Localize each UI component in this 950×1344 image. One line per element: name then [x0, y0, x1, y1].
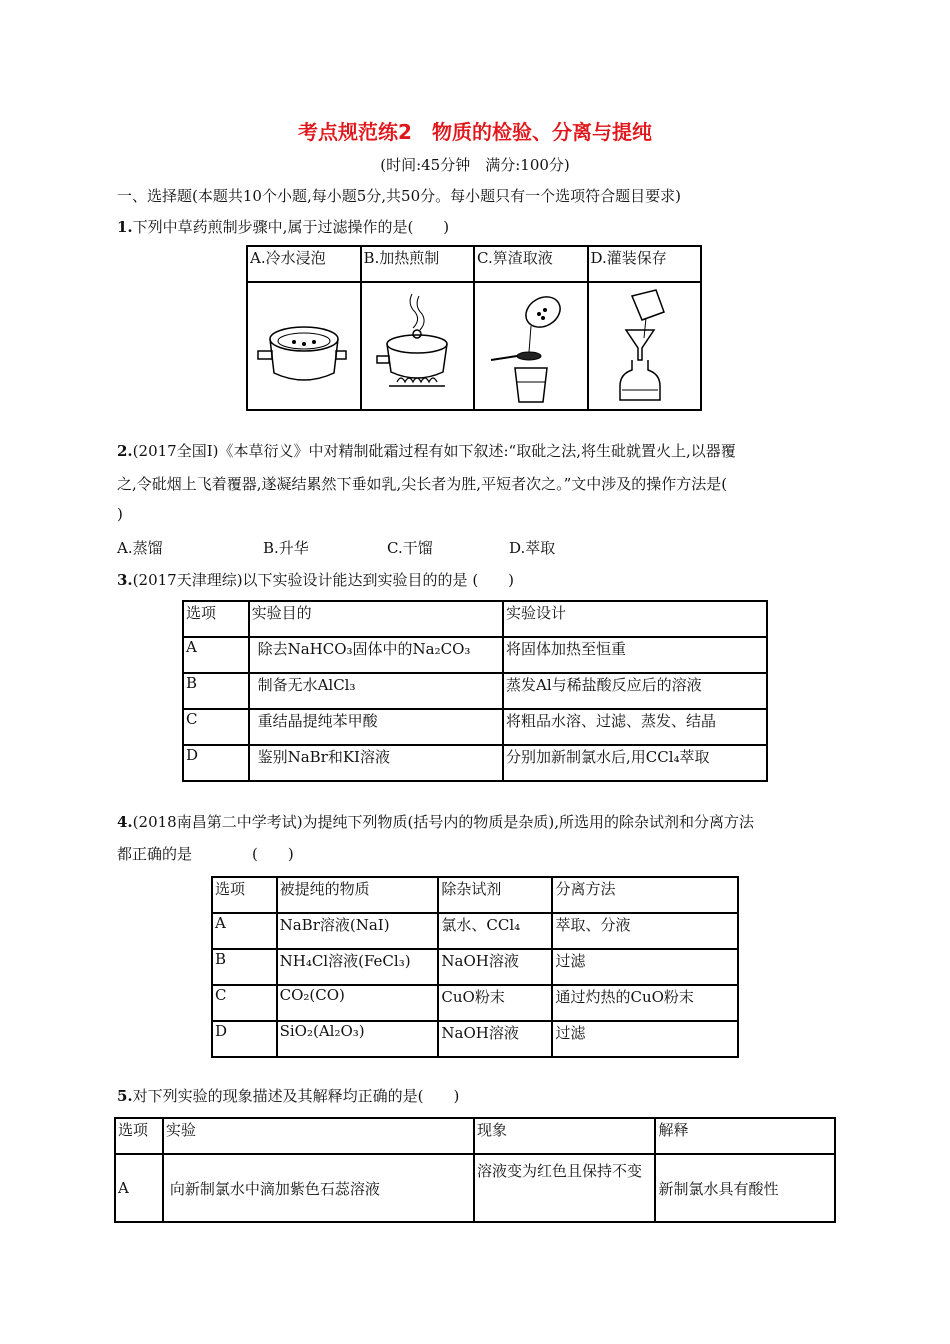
table-cell: 将粗品水溶、过滤、蒸发、结晶 [503, 709, 767, 745]
table-cell: 向新制氯水中滴加紫色石蕊溶液 [163, 1154, 474, 1222]
question-5-number: 5. [117, 1087, 133, 1105]
table-cell: A [183, 637, 249, 673]
question-2-option-b: B.升华 [263, 539, 309, 557]
question-2-option-a: A.蒸馏 [117, 539, 163, 557]
question-4-line-1 [117, 811, 754, 832]
table-header: 解释 [655, 1118, 835, 1154]
option-b-label: B.加热煎制 [361, 246, 475, 282]
table-header: 选项 [183, 601, 249, 637]
question-2-line-1 [117, 440, 736, 461]
page-subtitle: (时间:45分钟 满分:100分) [380, 156, 570, 174]
table-cell: 重结晶提纯苯甲酸 [249, 709, 503, 745]
question-1-number: 1. [117, 218, 133, 236]
table-row [183, 673, 767, 709]
table-row [115, 1154, 835, 1222]
question-2-option-d: D.萃取 [509, 539, 556, 557]
table-cell: 蒸发Al与稀盐酸反应后的溶液 [503, 673, 767, 709]
table-cell: 氯水、CCl₄ [438, 913, 552, 949]
table-cell: 通过灼热的CuO粉末 [552, 985, 738, 1021]
table-cell: 除去NaHCO₃固体中的Na₂CO₃ [249, 637, 503, 673]
table-cell: SiO₂(Al₂O₃) [277, 1021, 439, 1057]
table-row [212, 949, 738, 985]
table-cell: 新制氯水具有酸性 [655, 1154, 835, 1222]
table-cell: C [183, 709, 249, 745]
question-5-table [114, 1117, 836, 1223]
question-5-line [117, 1085, 459, 1106]
question-5-stem: 对下列实验的现象描述及其解释均正确的是( ) [132, 1087, 460, 1105]
table-cell: 分别加新制氯水后,用CCl₄萃取 [503, 745, 767, 781]
table-cell: NaBr溶液(NaI) [277, 913, 439, 949]
table-header: 实验目的 [249, 601, 503, 637]
table-row [212, 1021, 738, 1057]
table-cell: CO₂(CO) [277, 985, 439, 1021]
question-1-table [246, 245, 702, 411]
option-d-label: D.灌装保存 [588, 246, 702, 282]
option-c-label: C.箅渣取液 [474, 246, 588, 282]
question-4-text-1: (2018南昌第二中学考试)为提纯下列物质(括号内的物质是杂质),所选用的除杂试剂和分离方法 [132, 813, 755, 831]
table-cell: 制备无水AlCl₃ [249, 673, 503, 709]
table-cell: B [183, 673, 249, 709]
question-1 [117, 216, 449, 237]
table-header: 现象 [474, 1118, 655, 1154]
table-cell: 过滤 [552, 949, 738, 985]
question-4-line-2: 都正确的是 ( ) [117, 845, 294, 863]
question-4-number: 4. [117, 813, 133, 831]
table-row [183, 745, 767, 781]
table-header: 实验 [163, 1118, 474, 1154]
table-cell: 过滤 [552, 1021, 738, 1057]
table-cell: A [212, 913, 277, 949]
question-2-option-c: C.干馏 [387, 539, 433, 557]
table-cell: A [115, 1154, 163, 1222]
page-title: 考点规范练2 物质的检验、分离与提纯 [298, 120, 652, 144]
heating-pot-illustration [361, 282, 475, 410]
table-header: 选项 [212, 877, 277, 913]
table-cell: C [212, 985, 277, 1021]
table-cell: 鉴别NaBr和KI溶液 [249, 745, 503, 781]
table-header: 除杂试剂 [438, 877, 552, 913]
table-cell: 将固体加热至恒重 [503, 637, 767, 673]
question-3-line [117, 569, 514, 590]
table-cell: D [212, 1021, 277, 1057]
question-2-text-1: (2017全国Ⅰ)《本草衍义》中对精制砒霜过程有如下叙述:“取砒之法,将生砒就置火上,以器覆 [132, 442, 736, 460]
question-4-table [211, 876, 739, 1058]
table-cell: 萃取、分液 [552, 913, 738, 949]
table-cell: 溶液变为红色且保持不变 [474, 1154, 655, 1222]
table-header: 实验设计 [503, 601, 767, 637]
question-2-line-2: 之,令砒烟上飞着覆器,遂凝结累然下垂如乳,尖长者为胜,平短者次之。”文中涉及的操作方法是( [117, 475, 728, 493]
table-row [212, 913, 738, 949]
table-row [212, 985, 738, 1021]
question-3-number: 3. [117, 571, 133, 589]
question-3-table [182, 600, 768, 782]
table-cell: NH₄Cl溶液(FeCl₃) [277, 949, 439, 985]
table-header: 分离方法 [552, 877, 738, 913]
table-header: 被提纯的物质 [277, 877, 439, 913]
table-row [183, 637, 767, 673]
table-cell: NaOH溶液 [438, 949, 552, 985]
strain-liquid-illustration [474, 282, 588, 410]
bottling-illustration [588, 282, 702, 410]
table-row [183, 709, 767, 745]
question-2-number: 2. [117, 442, 133, 460]
table-cell: D [183, 745, 249, 781]
option-a-label: A.冷水浸泡 [247, 246, 361, 282]
section-heading: 一、选择题(本题共10个小题,每小题5分,共50分。每小题只有一个选项符合题目要求) [117, 187, 681, 205]
question-1-stem: 下列中草药煎制步骤中,属于过滤操作的是( ) [132, 218, 450, 236]
soak-pot-illustration [247, 282, 361, 410]
table-cell: NaOH溶液 [438, 1021, 552, 1057]
question-2-line-3: ) [117, 505, 123, 523]
table-cell: CuO粉末 [438, 985, 552, 1021]
question-3-stem: (2017天津理综)以下实验设计能达到实验目的的是 ( ) [132, 571, 515, 589]
table-header: 选项 [115, 1118, 163, 1154]
table-cell: B [212, 949, 277, 985]
